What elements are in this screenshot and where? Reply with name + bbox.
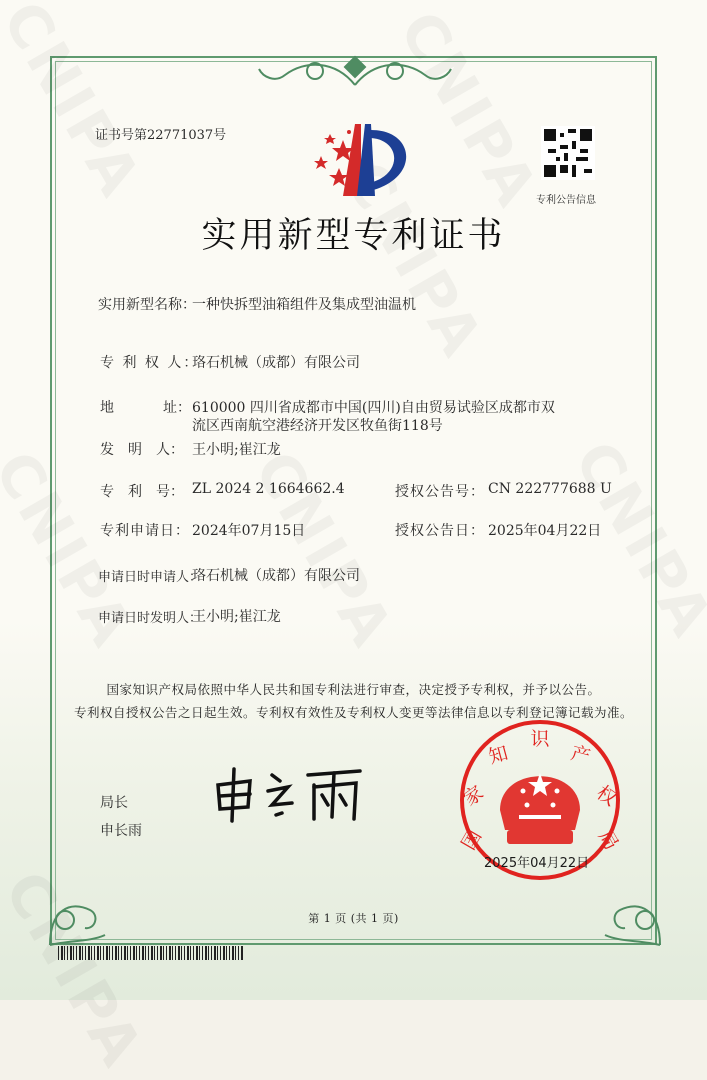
inventor-value: 王小明;崔江龙 — [192, 442, 281, 458]
cnipa-logo-icon — [305, 122, 415, 198]
grant-pub-date-value: 2025年04月22日 — [488, 523, 602, 539]
grant-pub-date-label: 授权公告日： — [395, 523, 485, 539]
svg-text:国: 国 — [457, 826, 487, 854]
qr-code[interactable] — [541, 126, 595, 180]
name-value: 一种快拆型油箱组件及集成型油温机 — [192, 297, 416, 313]
qr-code-icon — [544, 129, 592, 177]
inventor-label: 发 明 人： — [100, 442, 184, 458]
patent-number-value: ZL 2024 2 1664662.4 — [192, 481, 345, 497]
signatory-name: 申长雨 — [100, 823, 142, 839]
patentee-value: 珞石机械（成都）有限公司 — [192, 355, 360, 371]
svg-text:识: 识 — [530, 728, 550, 750]
address-label-suffix: 址： — [163, 400, 191, 416]
statement-line-2: 专利权自授权公告之日起生效。专利权有效性及专利权人变更等法律信息以专利登记簿记载为准。 — [73, 705, 633, 720]
filing-date-label: 专利申请日： — [100, 523, 190, 539]
top-ornament-icon — [255, 55, 455, 95]
svg-text:知: 知 — [486, 742, 511, 769]
patentee-label: 专 利 权 人： — [100, 355, 200, 371]
applicant-at-filing-label: 申请日时申请人： — [98, 570, 203, 585]
seal-date: 2025年04月22日 — [484, 856, 590, 871]
grant-pub-number-value: CN 222777688 U — [488, 481, 612, 497]
address-line-1: 610000 四川省成都市中国(四川)自由贸易试验区成都市双 — [192, 400, 555, 416]
address-line-2: 流区西南航空港经济开发区牧鱼街118号 — [192, 418, 443, 434]
name-label: 实用新型名称： — [98, 297, 196, 313]
signatory-title: 局长 — [100, 795, 128, 811]
statement-line-1: 国家知识产权局依照中华人民共和国专利法进行审查，决定授予专利权，并予以公告。 — [106, 682, 601, 697]
grant-pub-number-label: 授权公告号： — [395, 484, 485, 500]
handwritten-signature — [210, 765, 370, 825]
svg-text:产: 产 — [568, 742, 593, 769]
svg-text:权: 权 — [592, 781, 621, 811]
address-label: 地 — [100, 400, 114, 416]
page-footer: 第 1 页 (共 1 页) — [308, 912, 399, 925]
inventor-at-filing-value: 王小明;崔江龙 — [192, 609, 281, 625]
document-title: 实用新型专利证书 — [201, 216, 506, 256]
barcode — [58, 946, 243, 960]
applicant-at-filing-value: 珞石机械（成都）有限公司 — [192, 568, 360, 584]
filing-date-value: 2024年07月15日 — [192, 523, 306, 539]
svg-text:局: 局 — [593, 826, 623, 854]
certificate-number: 证书号第22771037号 — [95, 128, 227, 143]
qr-label: 专利公告信息 — [536, 195, 596, 206]
inventor-at-filing-label: 申请日时发明人： — [98, 611, 203, 626]
patent-number-label: 专 利 号： — [100, 484, 184, 500]
svg-text:家: 家 — [459, 781, 488, 811]
